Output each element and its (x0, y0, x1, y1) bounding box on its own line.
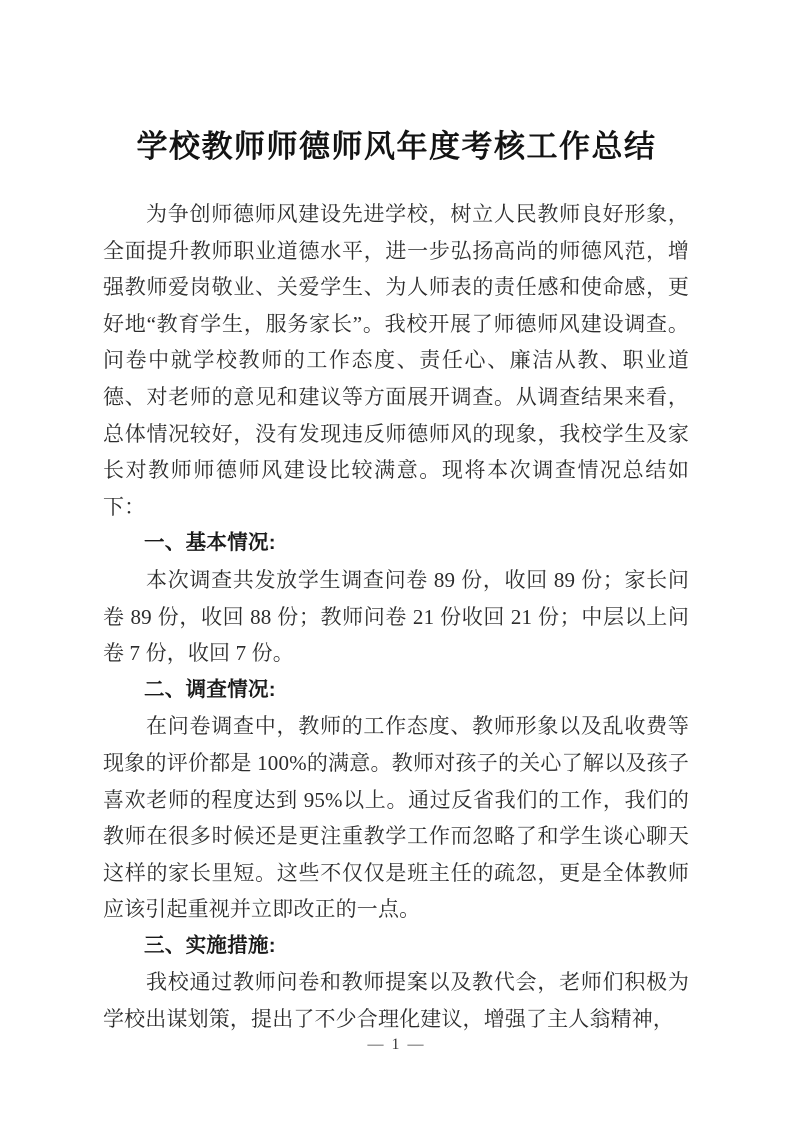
page-number-footer: — 1 — (367, 1036, 426, 1053)
document-body (103, 196, 689, 1038)
section-heading-survey-results: 二、调查情况: (144, 677, 276, 701)
section-heading-basic-situation: 一、基本情况: (144, 531, 276, 555)
paragraph-implementation-measures: 我校通过教师问卷和教师提案以及教代会，老师们积极为学校出谋划策，提出了不少合理化建议，增强了主人翁精神， (103, 970, 689, 1032)
section-heading-implementation-measures: 三、实施措施: (144, 933, 276, 957)
paragraph-basic-situation: 本次调查共发放学生调查问卷 89 份，收回 89 份；家长问卷 89 份，收回 88 份；教师问卷 21 份收回 21 份；中层以上问卷 7 份，收回 7 份。 (103, 567, 689, 666)
paragraph-survey-results: 在问卷调查中，教师的工作态度、教师形象以及乱收费等现象的评价都是 100%的满意。教师对孩子的关心了解以及孩子喜欢老师的程度达到 95%以上。通过反省我们的工作，我们的教师在很多时候还是更注重教学工作而忽略了和学生谈心聊天这样的家长里短。这些不仅仅是班主任的疏忽，更是全体教师应该引起重视并立即改正的一点。 (103, 714, 689, 922)
paragraph-intro: 为争创师德师风建设先进学校，树立人民教师良好形象，全面提升教师职业道德水平，进一步弘扬高尚的师德风范，增强教师爱岗敬业、关爱学生、为人师表的责任感和使命感，更好地“教育学生，服务家长”。我校开展了师德师风建设调查。问卷中就学校教师的工作态度、责任心、廉洁从教、职业道德、对老师的意见和建议等方面展开调查。从调查结果来看，总体情况较好，没有发现违反师德师风的现象，我校学生及家长对教师师德师风建设比较满意。现将本次调查情况总结如下： (103, 202, 689, 519)
page-title: 学校教师师德师风年度考核工作总结 (136, 128, 657, 164)
